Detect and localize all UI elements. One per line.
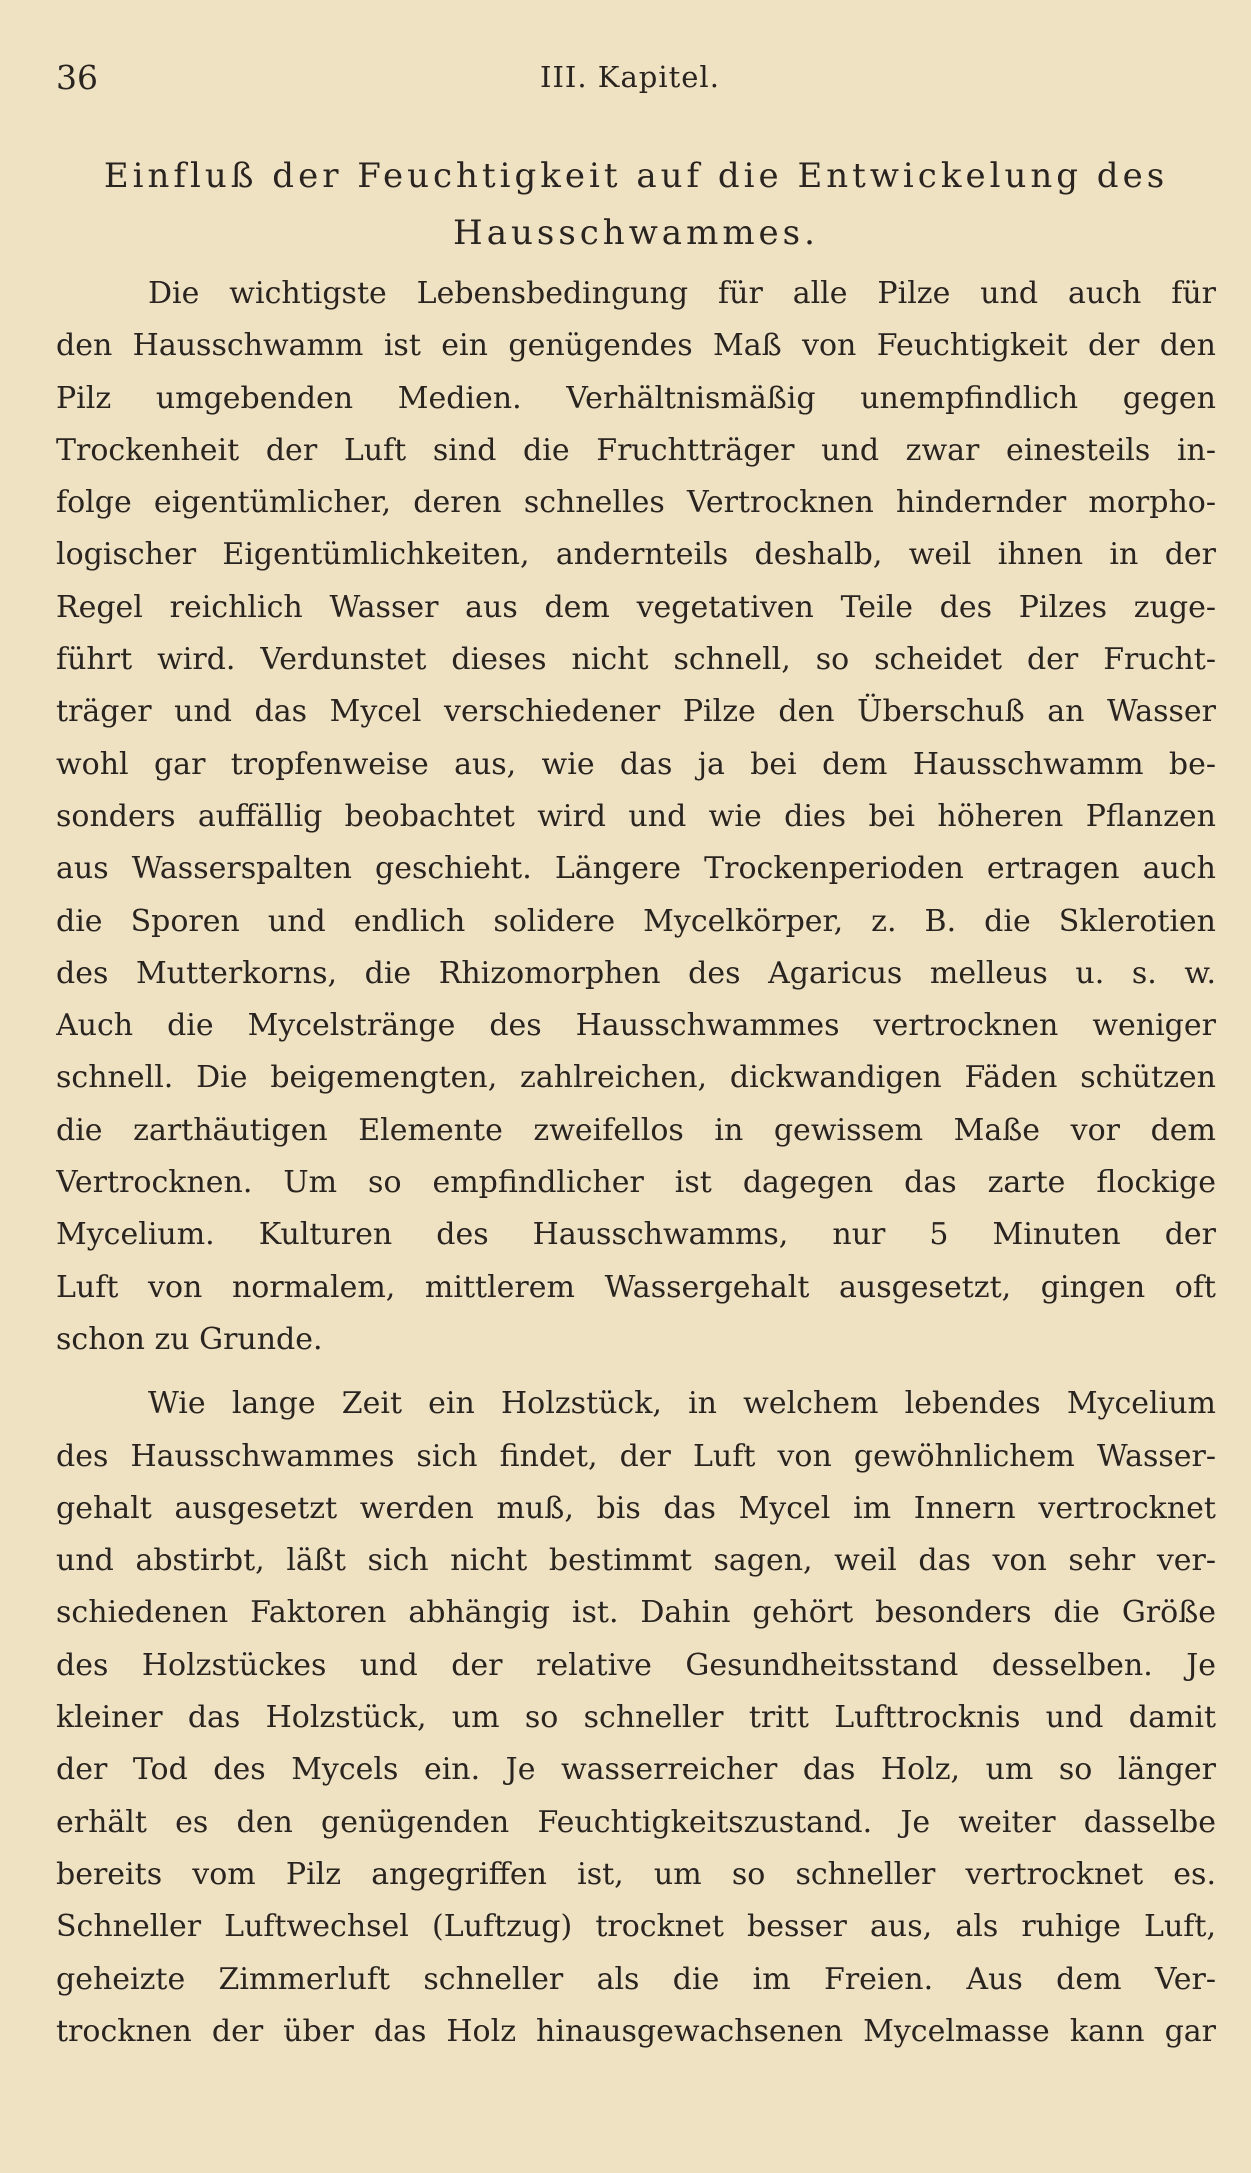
paragraph-1 (56, 268, 1216, 1366)
text-line: Pilz umgebenden Medien. Verhältnismäßig unempfindlich gegen (56, 380, 1216, 416)
text-line: Auch die Mycelstränge des Hausschwammes vertrocknen weniger (56, 1008, 1216, 1044)
text-line: des Holzstückes und der relative Gesundheitsstand desselben. Je (56, 1647, 1216, 1683)
text-line: und abstirbt, läßt sich nicht bestimmt sagen, weil das von sehr ver- (56, 1543, 1216, 1579)
section-title (56, 148, 1216, 262)
running-header (56, 58, 1211, 108)
text-line: folge eigentümlicher, deren schnelles Vertrocknen hindernder morpho- (56, 485, 1216, 521)
section-title-line: Einfluß der Feuchtigkeit auf die Entwickelung des (103, 156, 1169, 196)
text-line: schnell. Die beigemengten, zahlreichen, dickwandigen Fäden schützen (56, 1060, 1216, 1096)
text-line: erhält es den genügenden Feuchtigkeitszustand. Je weiter dasselbe (56, 1804, 1216, 1840)
text-line: Vertrocknen. Um so empfindlicher ist dagegen das zarte flockige (56, 1165, 1216, 1201)
body-text (56, 268, 1216, 2058)
text-line: wohl gar tropfenweise aus, wie das ja bei dem Hausschwamm be- (56, 746, 1216, 782)
text-line: geheizte Zimmerluft schneller als die im Freien. Aus dem Ver- (56, 1961, 1216, 1997)
text-line: Die wichtigste Lebensbedingung für alle Pilze und auch für (148, 276, 1216, 311)
text-line: Schneller Luftwechsel (Luftzug) trocknet besser aus, als ruhige Luft, (56, 1909, 1216, 1945)
text-line: gehalt ausgesetzt werden muß, bis das Mycel im Innern vertrocknet (56, 1490, 1216, 1526)
text-line: den Hausschwamm ist ein genügendes Maß von Feuchtigkeit der den (56, 328, 1216, 364)
text-line: die Sporen und endlich solidere Mycelkörper, z. B. die Sklerotien (56, 903, 1216, 939)
text-line: der Tod des Mycels ein. Je wasserreicher das Holz, um so länger (56, 1752, 1216, 1788)
text-line: logischer Eigentümlichkeiten, andernteils deshalb, weil ihnen in der (56, 537, 1216, 573)
text-line: Wie lange Zeit ein Holzstück, in welchem lebendes Mycelium (148, 1386, 1216, 1422)
section-title-line: Hausschwammes. (453, 213, 819, 253)
text-line: führt wird. Verdunstet dieses nicht schnell, so scheidet der Frucht- (56, 642, 1216, 678)
text-line: Trockenheit der Luft sind die Fruchtträger und zwar einesteils in- (56, 432, 1216, 468)
text-line: schon zu Grunde. (56, 1321, 323, 1357)
text-line: Luft von normalem, mittlerem Wassergehalt ausgesetzt, gingen oft (56, 1269, 1216, 1305)
page-number: 36 (56, 58, 98, 97)
text-line: die zarthäutigen Elemente zweifellos in gewissem Maße vor dem (56, 1112, 1216, 1148)
text-line: des Hausschwammes sich findet, der Luft von gewöhnlichem Wasser- (56, 1438, 1216, 1474)
text-line: Mycelium. Kulturen des Hausschwamms, nur 5 Minuten der (56, 1217, 1216, 1253)
text-line: trocknen der über das Holz hinausgewachsenen Mycelmasse kann gar (56, 2013, 1216, 2049)
text-line: bereits vom Pilz angegriffen ist, um so schneller vertrocknet es. (56, 1856, 1216, 1892)
paragraph-2 (56, 1378, 1216, 2058)
text-line: Regel reichlich Wasser aus dem vegetativen Teile des Pilzes zuge- (56, 589, 1216, 625)
text-line: des Mutterkorns, die Rhizomorphen des Agaricus melleus u. s. w. (56, 955, 1216, 991)
text-line: aus Wasserspalten geschieht. Längere Trockenperioden ertragen auch (56, 851, 1216, 887)
chapter-heading: III. Kapitel. (540, 60, 720, 94)
text-line: schiedenen Faktoren abhängig ist. Dahin gehört besonders die Größe (56, 1595, 1216, 1631)
text-line: sonders auffällig beobachtet wird und wie dies bei höheren Pflanzen (56, 798, 1216, 834)
text-line: kleiner das Holzstück, um so schneller tritt Lufttrocknis und damit (56, 1700, 1216, 1736)
text-line: träger und das Mycel verschiedener Pilze den Überschuß an Wasser (56, 694, 1216, 730)
